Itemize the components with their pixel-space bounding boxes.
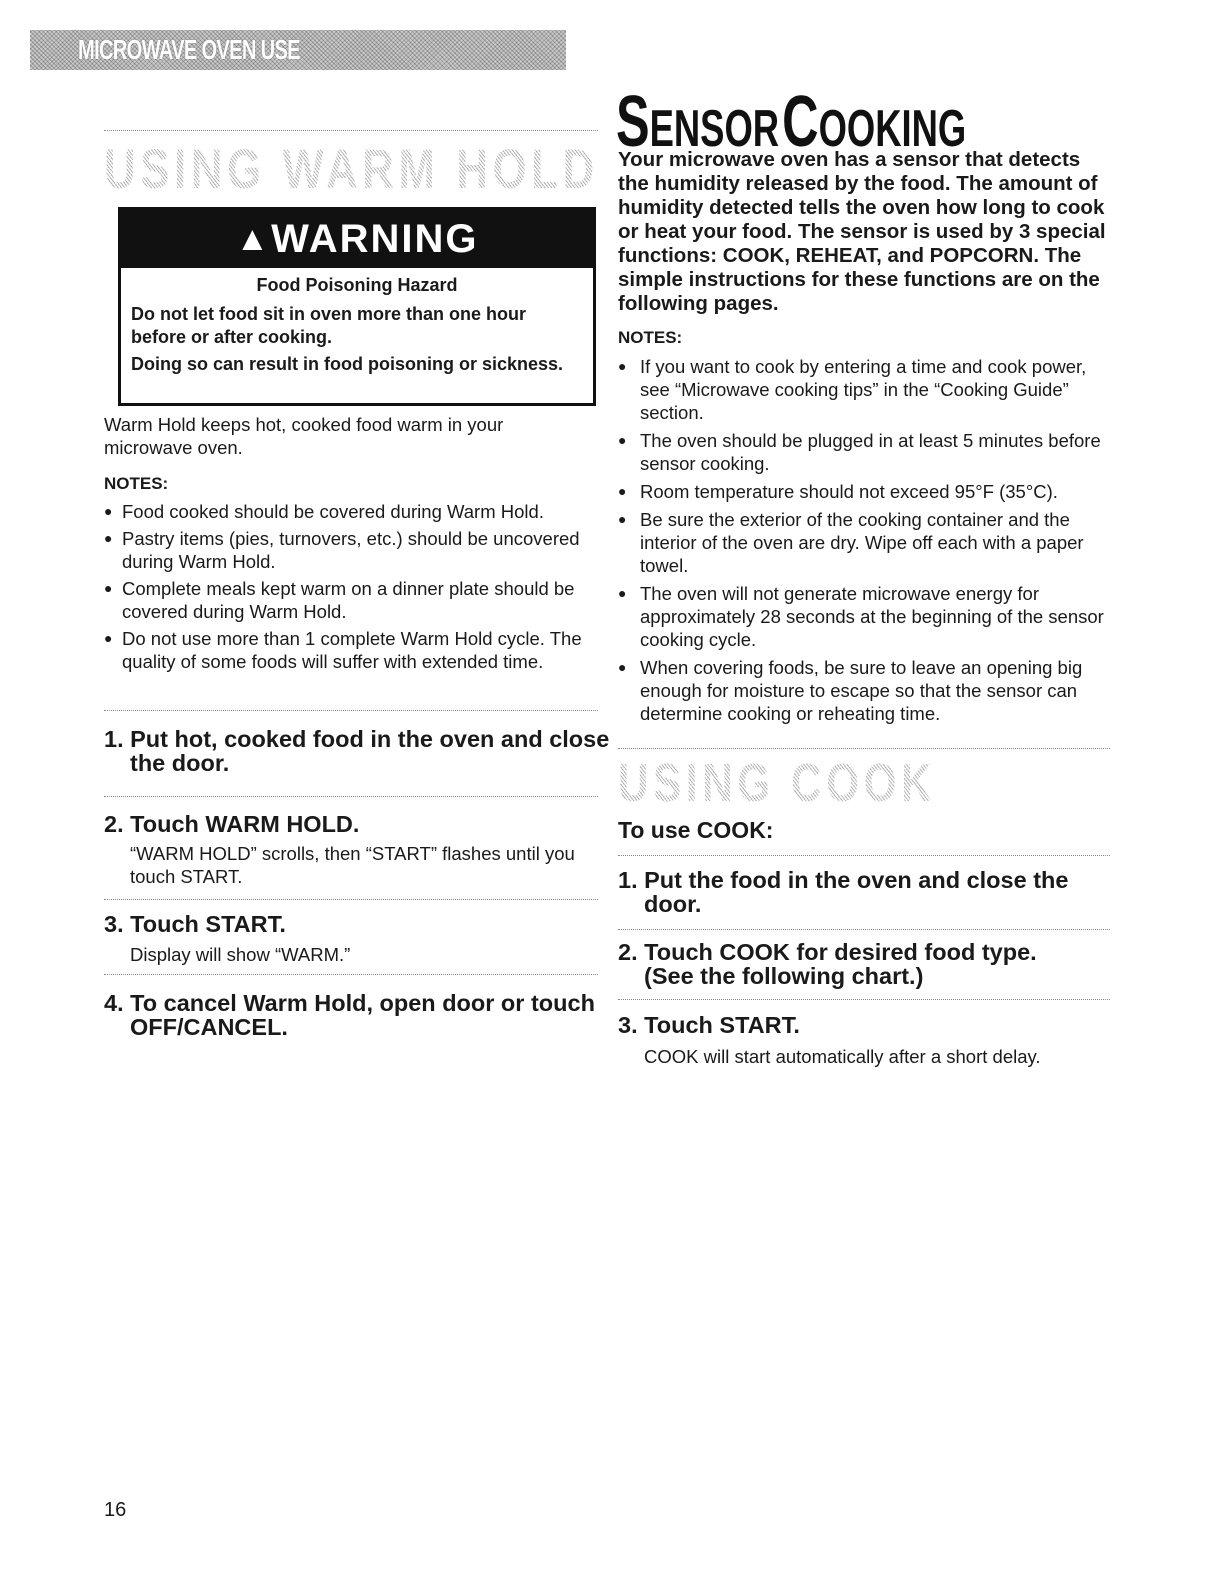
step-1: 1. Put hot, cooked food in the oven and close the door. <box>104 726 610 776</box>
warning-box <box>118 207 596 406</box>
warm-hold-intro: Warm Hold keeps hot, cooked food warm in your microwave oven. <box>104 414 504 458</box>
divider <box>104 974 598 975</box>
warning-line-1: Do not let food sit in oven more than one hour before or after cooking. <box>131 304 526 347</box>
divider <box>618 929 1110 930</box>
warm-hold-notes <box>104 500 598 673</box>
step-3-description: COOK will start automatically after a short delay. <box>644 1046 1041 1067</box>
list-item: ● Do not use more than 1 complete Warm Hold cycle. The quality of some foods will suffer with extended time. <box>104 627 598 673</box>
warning-title: WARNING <box>271 216 479 261</box>
warning-body <box>131 274 583 380</box>
divider <box>104 796 598 797</box>
step-2-description: “WARM HOLD” scrolls, then “START” flashes until you touch START. <box>130 843 575 887</box>
section-banner <box>30 30 566 70</box>
page-number: 16 <box>104 1499 127 1521</box>
divider <box>618 999 1110 1000</box>
using-cook-section-title: USING COOK <box>618 753 937 813</box>
list-item: ● The oven will not generate microwave energy for approximately 28 seconds at the beginning of the sensor cooking cycle. <box>618 582 1108 651</box>
list-item: ● If you want to cook by entering a time and cook power, see “Microwave cooking tips” in the “Cooking Guide” section. <box>618 355 1108 424</box>
warning-hazard: Food Poisoning Hazard <box>256 275 458 295</box>
sensor-notes <box>618 355 1108 725</box>
step-3: 3. Touch START. <box>618 1012 800 1038</box>
list-item: ● Pastry items (pies, turnovers, etc.) should be uncovered during Warm Hold. <box>104 527 598 573</box>
divider <box>618 748 1110 749</box>
list-item: ● Room temperature should not exceed 95°F (35°C). <box>618 480 1108 503</box>
list-item: ● Food cooked should be covered during Warm Hold. <box>104 500 598 523</box>
step-2: 2. Touch COOK for desired food type. (See the following chart.) <box>618 939 1037 989</box>
list-item: ● The oven should be plugged in at least 5 minutes before sensor cooking. <box>618 429 1108 475</box>
step-1: 1. Put the food in the oven and close the door. <box>618 867 1069 917</box>
step-3: 3. Touch START. <box>104 911 286 937</box>
notes-heading: NOTES: <box>618 328 683 347</box>
sensor-intro: Your microwave oven has a sensor that detects the humidity released by the food. The amount of humidity detected tells the oven how long to cook or heat your food. The sensor is used by 3 special functions: COOK, REHEAT, and POPCORN. The simple instructions for these functions are on the following pages. <box>618 148 1106 315</box>
divider <box>104 899 598 900</box>
divider <box>104 130 598 131</box>
step-4: 4. To cancel Warm Hold, open door or touch OFF/CANCEL. <box>104 990 595 1040</box>
list-item: ● When covering foods, be sure to leave an opening big enough for moisture to escape so that the sensor can determine cooking or reheating time. <box>618 656 1108 725</box>
warm-hold-section-title: USING WARM HOLD <box>104 137 599 200</box>
notes-heading: NOTES: <box>104 474 169 493</box>
step-2: 2. Touch WARM HOLD. <box>104 811 360 837</box>
to-use-cook-heading: To use COOK: <box>618 817 774 843</box>
list-item: ● Complete meals kept warm on a dinner plate should be covered during Warm Hold. <box>104 577 598 623</box>
warning-triangle-icon: ▲ <box>235 219 270 258</box>
divider <box>618 855 1110 856</box>
divider <box>104 710 598 711</box>
sensor-cooking-title: SENSOR COOKING <box>616 82 967 162</box>
warning-line-2: Doing so can result in food poisoning or sickness. <box>131 354 564 374</box>
banner-text: MICROWAVE OVEN USE <box>78 34 300 65</box>
step-3-description: Display will show “WARM.” <box>130 944 351 965</box>
list-item: ● Be sure the exterior of the cooking container and the interior of the oven are dry. Wipe off each with a paper towel. <box>618 508 1108 577</box>
warning-header <box>121 210 593 268</box>
